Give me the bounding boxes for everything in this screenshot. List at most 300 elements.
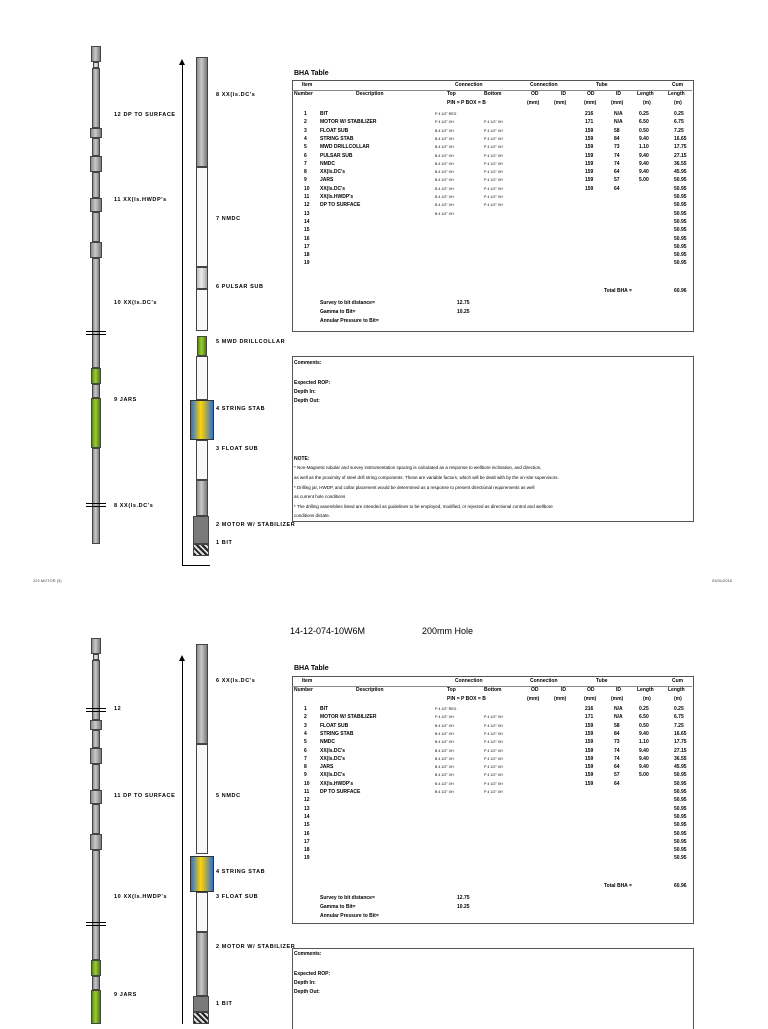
table-row — [292, 763, 692, 771]
cell-connection-top: B 4 1/2" XH — [435, 203, 454, 208]
cell-tube-od: 159 — [585, 780, 594, 787]
cell-tube-od: 159 — [585, 739, 594, 746]
cell-item-number: 2 — [304, 119, 307, 126]
cell-cum-length: 7.25 — [674, 722, 684, 729]
bha-dc-6 — [196, 644, 208, 744]
header-conn-id-mm: (mm) — [554, 100, 567, 106]
cell-connection-bottom: P 4 1/2" XH — [484, 161, 503, 166]
header-conn-id-mm: (mm) — [554, 696, 567, 702]
break-mark — [86, 925, 106, 926]
cell-length: 9.40 — [639, 152, 649, 159]
table-row — [292, 722, 692, 730]
cell-tube-id: 64 — [614, 169, 620, 176]
expected-rop: Expected ROP: — [294, 380, 331, 386]
cell-cum-length: 50.95 — [674, 218, 687, 225]
cell-description: DP TO SURFACE — [320, 789, 361, 795]
right-label-5: 5 MWD DRILLCOLLAR — [216, 339, 286, 345]
left-drill-string-jars — [91, 398, 101, 448]
cell-item-number: 12 — [304, 202, 310, 209]
cell-cum-length: 50.95 — [674, 830, 687, 837]
table-row — [292, 110, 692, 118]
cell-tube-id: 64 — [614, 780, 620, 787]
cell-connection-top: P 4 1/2" REG — [435, 707, 457, 711]
header-number: Number — [294, 91, 313, 97]
left-drill-string-segment — [92, 804, 100, 834]
cell-length: 6.50 — [639, 714, 649, 721]
table-row — [292, 846, 692, 854]
header-cum-m: (m) — [674, 100, 682, 106]
header-cum-length: Length — [668, 91, 685, 97]
table-row — [292, 185, 692, 193]
bha-table-title: BHA Table — [294, 70, 329, 77]
left-drill-string-tooljoint — [90, 198, 102, 212]
left-drill-string-segment — [92, 68, 100, 128]
cell-tube-id: 74 — [614, 755, 620, 762]
depth-axis — [182, 64, 183, 566]
left-label-12: 12 — [114, 706, 122, 712]
cell-cum-length: 50.95 — [674, 260, 687, 267]
cell-item-number: 14 — [304, 813, 310, 820]
note-title: NOTE: — [294, 456, 310, 462]
left-drill-string-tooljoint — [90, 790, 102, 804]
cell-cum-length: 50.95 — [674, 194, 687, 200]
header-description: Description — [356, 91, 384, 97]
comments-title: Comments: — [294, 360, 322, 366]
left-drill-string-jars — [91, 990, 101, 1024]
cell-item-number: 1 — [304, 706, 307, 712]
cell-length: 9.40 — [639, 755, 649, 762]
cell-tube-id: N/A — [614, 111, 623, 117]
header-connection: Connection — [455, 678, 483, 684]
cell-tube-od: 159 — [585, 152, 594, 159]
cell-description: MOTOR W/ STABILIZER — [320, 714, 377, 721]
header-tube: Tube — [596, 82, 608, 88]
cell-item-number: 11 — [304, 194, 310, 200]
table-row — [292, 705, 692, 713]
cell-cum-length: 17.75 — [674, 144, 687, 151]
string-stab-icon — [190, 400, 214, 440]
depth-in: Depth In: — [294, 389, 316, 395]
cell-item-number: 16 — [304, 830, 310, 837]
cell-item-number: 14 — [304, 218, 310, 225]
cell-item-number: 13 — [304, 805, 310, 812]
cell-connection-top: B 4 1/2" XH — [435, 186, 454, 191]
cell-connection-bottom: P 4 1/2" XH — [484, 781, 503, 786]
left-label-9: 9 JARS — [114, 397, 137, 403]
cell-tube-id: 57 — [614, 772, 620, 779]
cell-cum-length: 50.95 — [674, 772, 687, 779]
cell-tube-od: 159 — [585, 144, 594, 151]
cell-cum-length: 50.95 — [674, 847, 687, 854]
header-connection: Connection — [455, 82, 483, 88]
left-drill-string-tooljoint — [90, 834, 102, 850]
left-label-11: 11 XX(ls.HWDP's — [114, 197, 167, 203]
cell-description: MOTOR W/ STABILIZER — [320, 119, 377, 126]
right-label-4: 4 STRING STAB — [216, 406, 266, 412]
cell-tube-od: 216 — [585, 111, 594, 117]
cell-length: 0.25 — [639, 706, 649, 712]
cell-tube-od: 159 — [585, 755, 594, 762]
left-drill-string-tooljoint — [90, 128, 102, 138]
cell-tube-od: 159 — [585, 135, 594, 142]
bit-icon — [193, 544, 209, 556]
cell-cum-length: 50.95 — [674, 789, 687, 795]
survey-value: 12.75 — [457, 895, 470, 901]
left-drill-string-jars — [91, 368, 101, 384]
left-drill-string-top-joint — [91, 638, 101, 654]
cell-connection-top: P 4 1/2" REG — [435, 112, 457, 116]
header-tube-id: ID — [616, 687, 621, 693]
cell-connection-bottom: P 4 1/2" XH — [484, 186, 503, 191]
left-label-8: 8 XX(ls.DC's — [114, 503, 154, 509]
cell-description: XX(ls.HWDP's — [320, 194, 354, 200]
cell-tube-id: N/A — [614, 119, 623, 126]
cell-connection-bottom: P 4 1/2" XH — [484, 740, 503, 745]
cell-tube-od: 216 — [585, 706, 594, 712]
break-mark — [86, 711, 106, 712]
cell-cum-length: 50.95 — [674, 210, 687, 217]
cell-connection-bottom: P 4 1/2" XH — [484, 120, 503, 125]
bha-table-headers — [292, 678, 692, 704]
header-cum-m: (m) — [674, 696, 682, 702]
header-tube-od-mm: (mm) — [584, 696, 597, 702]
cell-cum-length: 50.95 — [674, 797, 687, 804]
total-value: 60.96 — [674, 288, 687, 294]
table-row — [292, 118, 692, 126]
cell-connection-top: B 4 1/2" XH — [435, 790, 454, 794]
left-drill-string-segment — [92, 258, 100, 368]
cell-connection-top: P 4 1/2" XH — [435, 120, 454, 125]
cell-connection-top: B 4 1/2" XH — [435, 740, 454, 745]
cell-cum-length: 45.95 — [674, 764, 687, 771]
cell-connection-bottom: P 4 1/2" XH — [484, 790, 503, 794]
cell-cum-length: 6.75 — [674, 119, 684, 126]
cell-tube-od: 159 — [585, 747, 594, 754]
table-row — [292, 738, 692, 746]
cell-tube-id: 64 — [614, 764, 620, 771]
left-drill-string-segment — [92, 730, 100, 748]
depth-out: Depth Out: — [294, 398, 320, 404]
cell-item-number: 18 — [304, 252, 310, 259]
cell-length: 1.10 — [639, 739, 649, 746]
cell-cum-length: 50.95 — [674, 185, 687, 192]
cell-description: XX(ls.HWDP's — [320, 780, 354, 787]
hole-size: 200mm Hole — [422, 626, 474, 636]
table-row — [292, 176, 692, 184]
bha-nmdc-5 — [196, 744, 208, 854]
cell-description: XX(ls.DC's — [320, 169, 346, 176]
cell-description: NMDC — [320, 739, 335, 746]
header-conn-od-mm: (mm) — [527, 100, 540, 106]
header-item: Item — [302, 82, 313, 88]
left-drill-string-segment — [92, 764, 100, 790]
table-row — [292, 243, 692, 251]
footer-left: 222 MOTOR (3) — [33, 578, 62, 583]
cell-connection-top: B 4 1/2" XH — [435, 178, 454, 183]
cell-tube-id: N/A — [614, 706, 623, 712]
cell-connection-bottom: P 4 1/2" XH — [484, 715, 503, 720]
header-cum: Cum — [672, 82, 684, 88]
cell-cum-length: 27.15 — [674, 152, 687, 159]
header-connection-2: Connection — [530, 678, 558, 684]
survey-label: Survey to bit distance= — [320, 895, 375, 901]
left-drill-string-segment — [92, 384, 100, 398]
cell-description: BIT — [320, 706, 329, 712]
cell-connection-top: B 4 1/2" XH — [435, 136, 454, 141]
cell-tube-id: 73 — [614, 739, 620, 746]
header-tube-od: OD — [587, 687, 595, 693]
cell-item-number: 19 — [304, 855, 310, 862]
table-row — [292, 226, 692, 234]
cell-cum-length: 45.95 — [674, 169, 687, 176]
header-item: Item — [302, 678, 313, 684]
cell-item-number: 15 — [304, 822, 310, 829]
cell-cum-length: 50.95 — [674, 855, 687, 862]
cell-cum-length: 50.95 — [674, 202, 687, 209]
cell-length: 0.50 — [639, 127, 649, 134]
right-label-2: 2 MOTOR W/ STABILIZER — [216, 944, 296, 950]
bit-icon — [193, 1012, 209, 1024]
cell-connection-bottom: P 4 1/2" XH — [484, 153, 503, 158]
left-label-9: 9 JARS — [114, 992, 137, 998]
cell-connection-top: B 4 1/2" XH — [435, 773, 454, 778]
header-tube-od-mm: (mm) — [584, 100, 597, 106]
cell-cum-length: 50.95 — [674, 252, 687, 259]
left-drill-string-jars — [91, 960, 101, 976]
header-conn-od: OD — [531, 687, 539, 693]
cell-cum-length: 6.75 — [674, 714, 684, 721]
table-row — [292, 771, 692, 779]
comments-content — [294, 951, 690, 1021]
cell-connection-bottom: P 4 1/2" XH — [484, 748, 503, 753]
cell-item-number: 5 — [304, 144, 307, 151]
cell-tube-id: 58 — [614, 127, 620, 134]
annular-label: Annular Pressure to Bit= — [320, 913, 379, 919]
cell-tube-id: 84 — [614, 135, 620, 142]
cell-connection-top: B 4 1/2" XH — [435, 756, 454, 761]
header-conn-id: ID — [561, 687, 566, 693]
cell-item-number: 9 — [304, 177, 307, 184]
right-label-6: 6 PULSAR SUB — [216, 284, 264, 290]
cell-item-number: 2 — [304, 714, 307, 721]
break-mark — [86, 506, 106, 507]
table-row — [292, 259, 692, 267]
cell-length: 6.50 — [639, 119, 649, 126]
cell-description: JARS — [320, 764, 334, 771]
table-row — [292, 796, 692, 804]
table-row — [292, 201, 692, 209]
cell-item-number: 17 — [304, 243, 310, 250]
depth-axis-arrow-icon — [179, 59, 185, 65]
cell-length: 9.40 — [639, 730, 649, 737]
cell-cum-length: 50.95 — [674, 243, 687, 250]
cell-cum-length: 36.55 — [674, 755, 687, 762]
bha-dc-8 — [196, 57, 208, 167]
cell-length: 0.25 — [639, 111, 649, 117]
cell-tube-od: 159 — [585, 730, 594, 737]
bha-table-title: BHA Table — [294, 665, 329, 672]
bha-float-sub-3 — [196, 892, 208, 932]
header-connection-2: Connection — [530, 82, 558, 88]
cell-description: XX(ls.DC's — [320, 747, 346, 754]
cell-item-number: 13 — [304, 210, 310, 217]
comments-title: Comments: — [294, 951, 322, 957]
left-label-12: 12 DP TO SURFACE — [114, 112, 176, 118]
table-row — [292, 235, 692, 243]
depth-in: Depth In: — [294, 980, 316, 986]
header-length: Length — [637, 91, 654, 97]
left-drill-string-segment — [92, 172, 100, 198]
table-row — [292, 854, 692, 862]
cell-item-number: 4 — [304, 135, 307, 142]
cell-length: 9.40 — [639, 169, 649, 176]
right-label-4: 4 STRING STAB — [216, 869, 266, 875]
left-drill-string-segment — [92, 850, 100, 960]
bha-float-sub-3 — [196, 440, 208, 480]
annular-label: Annular Pressure to Bit= — [320, 318, 379, 324]
left-drill-string-tooljoint — [90, 720, 102, 730]
cell-connection-top: B 4 1/2" XH — [435, 211, 454, 216]
cell-cum-length: 0.25 — [674, 706, 684, 712]
cell-connection-top: B 4 1/2" XH — [435, 145, 454, 150]
right-label-6: 6 XX(ls.DC's — [216, 678, 256, 684]
cell-item-number: 9 — [304, 772, 307, 779]
header-conn-od: OD — [531, 91, 539, 97]
cell-cum-length: 27.15 — [674, 747, 687, 754]
header-conn-od-mm: (mm) — [527, 696, 540, 702]
bha-motor-stabilizer — [193, 996, 209, 1012]
gamma-value: 10.25 — [457, 904, 470, 910]
bha-table-headers — [292, 82, 692, 108]
cell-item-number: 8 — [304, 169, 307, 176]
cell-item-number: 5 — [304, 739, 307, 746]
cell-cum-length: 50.95 — [674, 805, 687, 812]
cell-description: STRING STAB — [320, 135, 354, 142]
cell-tube-od: 159 — [585, 169, 594, 176]
bha-motor-2 — [196, 932, 208, 996]
cell-length: 9.40 — [639, 764, 649, 771]
cell-description: FLOAT SUB — [320, 127, 349, 134]
cell-length: 0.50 — [639, 722, 649, 729]
table-row — [292, 193, 692, 201]
note-line: * Non-Magnetic tubular and survey instrumentation spacing is calculated as a response to wellbore inclination, and direction, — [294, 465, 542, 470]
cell-cum-length: 50.95 — [674, 780, 687, 787]
cell-tube-id: 57 — [614, 177, 620, 184]
cell-item-number: 8 — [304, 764, 307, 771]
cell-description: MWD DRILLCOLLAR — [320, 144, 370, 151]
table-row — [292, 788, 692, 796]
cell-connection-bottom: P 4 1/2" XH — [484, 128, 503, 133]
cell-tube-id: 58 — [614, 722, 620, 729]
right-label-3: 3 FLOAT SUB — [216, 894, 259, 900]
cell-item-number: 19 — [304, 260, 310, 267]
cell-description: NMDC — [320, 160, 335, 167]
cell-description: PULSAR SUB — [320, 152, 353, 159]
cell-connection-top: B 4 1/2" XH — [435, 128, 454, 133]
cell-connection-top: B 4 1/2" XH — [435, 731, 454, 736]
cell-connection-top: P 4 1/2" XH — [435, 715, 454, 720]
total-label: Total BHA = — [604, 883, 632, 889]
note-line: conditions dictate. — [294, 513, 331, 518]
cell-item-number: 18 — [304, 847, 310, 854]
header-top: Top — [447, 687, 456, 693]
header-length-m: (m) — [643, 696, 651, 702]
left-drill-string-segment — [92, 138, 100, 156]
cell-cum-length: 16.65 — [674, 135, 687, 142]
cell-connection-top: B 4 1/2" XH — [435, 748, 454, 753]
cell-connection-bottom: P 4 1/2" XH — [484, 731, 503, 736]
cell-cum-length: 50.95 — [674, 838, 687, 845]
bha-table-body — [292, 110, 692, 270]
header-tube-id: ID — [616, 91, 621, 97]
right-label-8: 8 XX(ls.DC's — [216, 92, 256, 98]
cell-connection-top: B 4 1/2" XH — [435, 723, 454, 728]
header-description: Description — [356, 687, 384, 693]
table-row — [292, 830, 692, 838]
header-pinbox: PIN = P BOX = B — [447, 100, 486, 106]
cell-tube-id: N/A — [614, 714, 623, 721]
left-drill-string-tooljoint — [90, 748, 102, 764]
header-tube: Tube — [596, 678, 608, 684]
table-row — [292, 821, 692, 829]
table-row — [292, 127, 692, 135]
cell-item-number: 10 — [304, 780, 310, 787]
header-tube-id-mm: (mm) — [611, 100, 624, 106]
break-mark — [86, 334, 106, 335]
left-drill-string-tooljoint — [90, 242, 102, 258]
table-row — [292, 747, 692, 755]
break-mark — [86, 503, 106, 504]
table-row — [292, 780, 692, 788]
right-label-3: 3 FLOAT SUB — [216, 446, 259, 452]
right-label-5: 5 NMDC — [216, 793, 241, 799]
left-drill-string-tooljoint — [90, 156, 102, 172]
note-line: as current hole conditions — [294, 494, 346, 499]
table-row — [292, 251, 692, 259]
cell-connection-bottom: P 4 1/2" XH — [484, 136, 503, 141]
header-tube-id-mm: (mm) — [611, 696, 624, 702]
cell-cum-length: 36.55 — [674, 160, 687, 167]
bha-pulsar-sub-6 — [196, 267, 208, 289]
cell-tube-od: 159 — [585, 722, 594, 729]
cell-cum-length: 7.25 — [674, 127, 684, 134]
cell-connection-top: B 4 1/2" XH — [435, 765, 454, 770]
table-row — [292, 805, 692, 813]
cell-tube-id: 64 — [614, 185, 620, 192]
bha-nmdc-7 — [196, 167, 208, 267]
note-line: * The drilling assemblies listed are intended as guidelines to be employed, modified, or rejected as directional control and wellbore — [294, 504, 553, 509]
cell-connection-bottom: P 4 1/2" XH — [484, 773, 503, 778]
cell-item-number: 4 — [304, 730, 307, 737]
cell-cum-length: 50.95 — [674, 813, 687, 820]
left-label-10: 10 XX(ls.HWDP's — [114, 894, 168, 900]
cell-description: DP TO SURFACE — [320, 202, 361, 209]
bha-table-total — [292, 883, 692, 893]
bha-mwd-marker — [197, 336, 207, 356]
well-name: 14-12-074-10W6M — [290, 626, 366, 636]
depth-out: Depth Out: — [294, 989, 320, 995]
cell-connection-bottom: P 4 1/2" XH — [484, 723, 503, 728]
left-drill-string-segment — [92, 212, 100, 242]
cell-length: 5.00 — [639, 177, 649, 184]
cell-description: XX(ls.DC's — [320, 185, 346, 192]
cell-tube-id: 84 — [614, 730, 620, 737]
cell-length: 9.40 — [639, 135, 649, 142]
cell-description: XX(ls.DC's — [320, 772, 346, 779]
cell-item-number: 16 — [304, 235, 310, 242]
footer-right: 03/31/2016 — [712, 578, 733, 583]
bha-motor-stabilizer — [193, 516, 209, 544]
